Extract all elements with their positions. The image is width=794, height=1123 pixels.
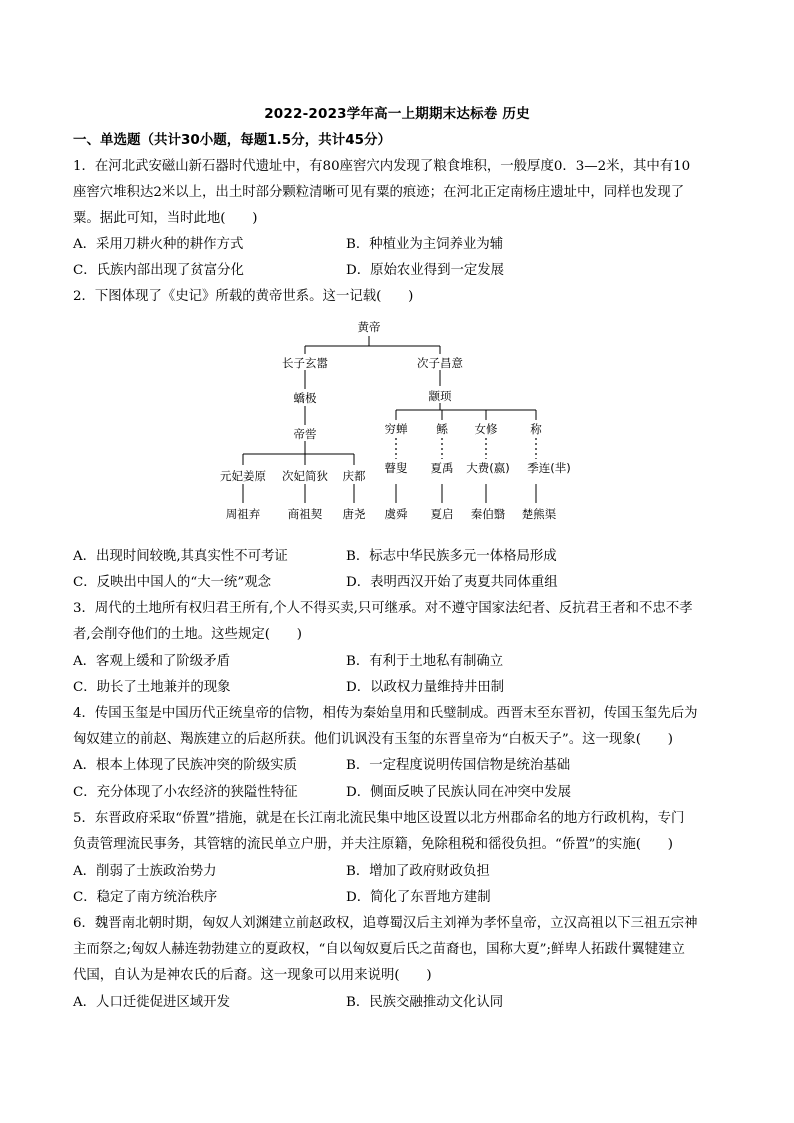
q1-option-d: D．原始农业得到一定发展 xyxy=(346,263,505,278)
node-qiongchan: 穷蝉 xyxy=(384,422,408,436)
node-xuanxiao: 长子玄嚣 xyxy=(282,356,328,370)
q6-line-1: 6．魏晋南北朝时期，匈奴人刘渊建立前赵政权，追尊蜀汉后主刘禅为孝怀皇帝，立汉高祖以下三祖五宗神 xyxy=(73,916,698,931)
q1-line-2: 座窖穴堆积达2米以上，出土时部分颗粒清晰可见有粟的痕迹；在河北正定南杨庄遗址中，同样也发现了 xyxy=(73,185,685,200)
section-heading: 一、单选题（共计30小题，每题1.5分，共计45分） xyxy=(73,132,391,148)
q5-line-1: 5．东晋政府采取“侨置”措施，就是在长江南北流民集中地区设置以北方州郡命名的地方行政机构，专门 xyxy=(73,811,685,826)
q1-line-1: 1．在河北武安磁山新石器时代遗址中，有80座窖穴内发现了粮食堆积，一般厚度0．3—2米，其中有10 xyxy=(73,159,691,174)
genealogy-diagram xyxy=(0,0,794,540)
node-zhuanxu: 颛顼 xyxy=(428,389,452,403)
node-diku: 帝喾 xyxy=(293,427,317,441)
node-wife-2: 次妃简狄 xyxy=(282,469,328,483)
q3-option-c: C．助长了土地兼并的现象 xyxy=(73,680,231,695)
node-gusou: 瞽叟 xyxy=(384,461,408,475)
q5-option-c: C．稳定了南方统治秩序 xyxy=(73,890,218,905)
q4-option-a: A．根本上体现了民族冲突的阶级实质 xyxy=(73,758,297,773)
node-changyi: 次子昌意 xyxy=(417,356,463,370)
q2-line-1: 2．下图体现了《史记》所载的黄帝世系。这一记载( ) xyxy=(73,289,414,304)
q5-option-b: B．增加了政府财政负担 xyxy=(346,864,490,879)
node-qinboyi: 秦伯翳 xyxy=(470,507,506,521)
node-shang-xie: 商祖契 xyxy=(287,507,323,521)
node-huangdi: 黄帝 xyxy=(357,320,381,334)
node-jilian: 季连(芈) xyxy=(527,461,571,475)
q2-option-c: C．反映出中国人的“大一统”观念 xyxy=(73,575,272,590)
node-cheng: 称 xyxy=(530,422,542,436)
node-jiaoji: 蟜极 xyxy=(293,391,317,405)
q5-option-a: A．削弱了士族政治势力 xyxy=(73,864,217,879)
node-zhou-qi: 周祖弃 xyxy=(225,507,261,521)
q5-line-2: 负责管理流民事务，其管辖的流民单立户册，并夫注原籍，免除租税和徭役负担。“侨置”的实施( ) xyxy=(73,837,673,852)
q1-option-b: B．种植业为主饲养业为辅 xyxy=(346,237,504,252)
node-nvxiu: 女修 xyxy=(474,422,498,436)
q2-option-d: D．表明西汉开始了夷夏共同体重组 xyxy=(346,575,558,590)
q4-option-c: C．充分体现了小农经济的狭隘性特征 xyxy=(73,785,298,800)
q6-option-a: A．人口迁徙促进区域开发 xyxy=(73,995,230,1010)
q4-option-b: B．一定程度说明传国信物是统治基础 xyxy=(346,758,571,773)
q3-line-2: 者,会削夺他们的土地。这些规定( ) xyxy=(73,627,302,642)
q6-option-b: B．民族交融推动文化认同 xyxy=(346,995,504,1010)
q3-option-a: A．客观上缓和了阶级矛盾 xyxy=(73,654,230,669)
node-xiaqi: 夏启 xyxy=(430,507,454,521)
node-yushun: 虞舜 xyxy=(384,507,408,521)
q3-option-d: D．以政权力量维持井田制 xyxy=(346,680,505,695)
node-tang-yao: 唐尧 xyxy=(342,507,366,521)
q1-line-3: 粟。据此可知，当时此地( ) xyxy=(73,211,258,226)
q6-line-3: 代国，自认为是神农氏的后裔。这一现象可以用来说明( ) xyxy=(73,968,432,983)
q6-line-2: 主而祭之;匈奴人赫连勃勃建立的夏政权，“自以匈奴夏后氏之苗裔也，国称大夏”;鲜卑人拓跋什翼犍建立 xyxy=(73,942,685,957)
q3-line-1: 3．周代的土地所有权归君王所有,个人不得买卖,只可继承。对不遵守国家法纪者、反抗君王者和不忠不孝 xyxy=(73,601,693,616)
q3-option-b: B．有利于土地私有制确立 xyxy=(346,654,504,669)
node-dafei: 大费(嬴) xyxy=(466,461,510,475)
q2-option-a: A．出现时间较晚,其真实性不可考证 xyxy=(73,549,288,564)
node-xiayu: 夏禹 xyxy=(430,461,454,475)
q4-option-d: D．侧面反映了民族认同在冲突中发展 xyxy=(346,785,571,800)
node-gun: 鲧 xyxy=(436,422,448,436)
node-chuxiongqu: 楚熊渠 xyxy=(521,507,557,521)
node-wife-3: 庆都 xyxy=(342,469,366,483)
exam-title: 2022-2023学年高一上期期末达标卷 历史 xyxy=(264,106,530,122)
q5-option-d: D．简化了东晋地方建制 xyxy=(346,890,491,905)
q1-option-c: C．氏族内部出现了贫富分化 xyxy=(73,263,244,278)
q2-option-b: B．标志中华民族多元一体格局形成 xyxy=(346,549,557,564)
q4-line-1: 4．传国玉玺是中国历代正统皇帝的信物，相传为秦始皇用和氏璧制成。西晋末至东晋初，传国玉玺先后为 xyxy=(73,706,698,721)
q1-option-a: A．采用刀耕火种的耕作方式 xyxy=(73,237,244,252)
q4-line-2: 匈奴建立的前赵、羯族建立的后赵所获。他们讥讽没有玉玺的东晋皇帝为“白板天子”。这一现象( ) xyxy=(73,732,673,747)
node-wife-1: 元妃姜原 xyxy=(220,469,266,483)
